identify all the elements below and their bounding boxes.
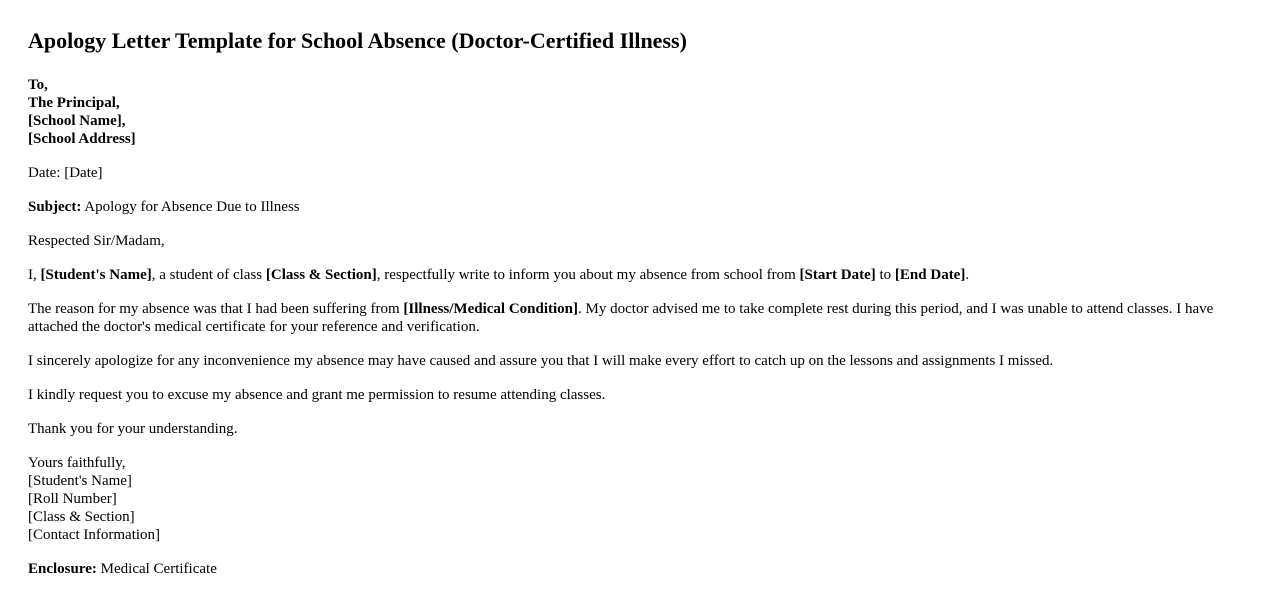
signature-closing: Yours faithfully, xyxy=(28,455,126,471)
apology-paragraph: I sincerely apologize for any inconvenience my absence may have caused and assure you that I will make every effort to catch up on the lessons and assignments I missed. xyxy=(28,353,1054,369)
subject-text: Apology for Absence Due to Illness xyxy=(81,199,300,215)
reason-text: The reason for my absence was that I had been suffering from xyxy=(28,301,404,317)
recipient-school-address: [School Address] xyxy=(28,131,136,147)
recipient-principal: The Principal, xyxy=(28,95,120,111)
placeholder-medical-condition: [Illness/Medical Condition] xyxy=(403,301,579,317)
intro-text: to xyxy=(875,267,895,283)
intro-text: , a student of class xyxy=(151,267,266,283)
signature-contact: [Contact Information] xyxy=(28,527,161,543)
signature-name: [Student's Name] xyxy=(28,473,132,489)
thanks-paragraph: Thank you for your understanding. xyxy=(28,421,238,437)
page-title: Apology Letter Template for School Absence (Doctor-Certified Illness) xyxy=(28,28,687,53)
enclosure-line xyxy=(28,560,1278,578)
signature-roll: [Roll Number] xyxy=(28,491,117,507)
reason-text: . My doctor advised me to take complete rest during this period, and I was unable to attend classes. I have attached the doctor's medical certificate for your reference and verification. xyxy=(28,301,1214,335)
date-line: Date: [Date] xyxy=(28,165,103,181)
intro-text: I, xyxy=(28,267,41,283)
intro-paragraph xyxy=(28,266,1278,284)
subject-label: Subject: xyxy=(28,199,82,215)
placeholder-class-section: [Class & Section] xyxy=(265,267,377,283)
recipient-school-name: [School Name], xyxy=(28,113,126,129)
intro-text: . xyxy=(965,267,970,283)
reason-paragraph xyxy=(28,300,1253,336)
request-paragraph: I kindly request you to excuse my absence and grant me permission to resume attending classes. xyxy=(28,387,606,403)
recipient-address xyxy=(28,76,1278,148)
salutation: Respected Sir/Madam, xyxy=(28,233,165,249)
signature-block xyxy=(28,454,1278,544)
placeholder-student-name: [Student's Name] xyxy=(40,267,152,283)
enclosure-label: Enclosure: xyxy=(28,561,97,577)
recipient-to: To, xyxy=(28,77,48,93)
enclosure-text: Medical Certificate xyxy=(96,561,217,577)
placeholder-start-date: [Start Date] xyxy=(799,267,876,283)
intro-text: , respectfully write to inform you about my absence from school from xyxy=(376,267,800,283)
subject-line xyxy=(28,198,1278,216)
placeholder-end-date: [End Date] xyxy=(894,267,966,283)
signature-class-section: [Class & Section] xyxy=(28,509,135,525)
